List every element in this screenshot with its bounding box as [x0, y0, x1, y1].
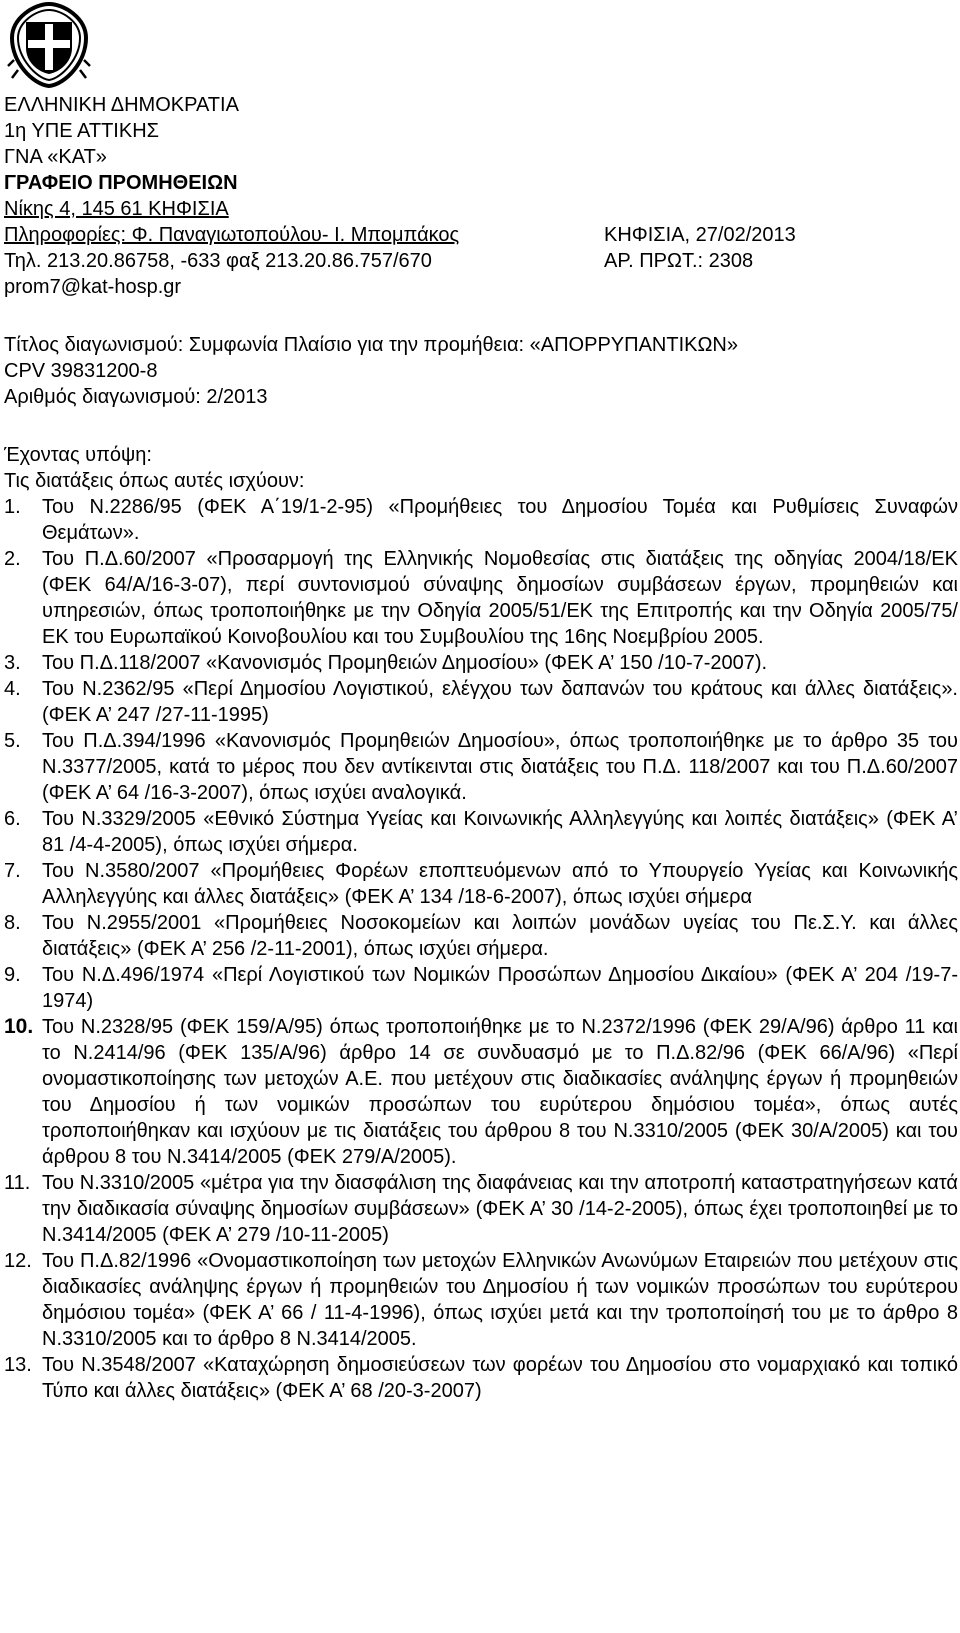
header-region: 1η ΥΠΕ ΑΤΤΙΚΗΣ	[4, 120, 160, 142]
item-text: Του Ν.3310/2005 «μέτρα για την διασφάλιση της διαφάνειας και την αποτροπή καταστρατηγήσεων κατά την διαδικασία σύναψης δημοσίων συμβάσεων» (ΦΕΚ Α’ 30 /14-2-2005), όπως έχει τροποποιηθεί με το Ν.3414/2005 (ΦΕΚ Α’ 279 /10-11-2005)	[42, 1172, 958, 1246]
list-item	[4, 806, 958, 858]
header-info: Πληροφορίες: Φ. Παναγιωτοπούλου- Ι. Μπομπάκος	[4, 224, 460, 246]
item-text: Του Ν.3580/2007 «Προμήθειες Φορέων εποπτευόμενων από το Υπουργείο Υγείας και Κοινωνικής Αλληλεγγύης και άλλες διατάξεις» (ΦΕΚ Α’ 134 /18-6-2007), όπως ισχύει σήμερα	[42, 860, 958, 908]
intro-subheading: Τις διατάξεις όπως αυτές ισχύουν:	[4, 470, 305, 492]
header-office: ΓΡΑΦΕΙΟ ΠΡΟΜΗΘΕΙΩΝ	[4, 172, 238, 194]
list-item	[4, 962, 958, 1014]
item-text: Του Ν.Δ.496/1974 «Περί Λογιστικού των Νομικών Προσώπων Δημοσίου Δικαίου» (ΦΕΚ Α’ 204 /19-7-1974)	[42, 964, 958, 1012]
item-number: 8.	[4, 912, 21, 934]
header-phone: Τηλ. 213.20.86758, -633 φαξ 213.20.86.757/670	[4, 250, 432, 272]
header-date: ΚΗΦΙΣΙΑ, 27/02/2013	[604, 224, 796, 246]
list-item	[4, 910, 958, 962]
item-text: Του Ν.2286/95 (ΦΕΚ Α΄19/1-2-95) «Προμήθειες του Δημοσίου Τομέα και Ρυθμίσεις Συναφών Θεμάτων».	[42, 496, 958, 544]
intro-heading: Έχοντας υπόψη:	[4, 444, 152, 466]
tender-cpv: CPV 39831200-8	[4, 360, 158, 382]
list-item	[4, 650, 958, 676]
item-number: 1.	[4, 496, 21, 518]
list-item	[4, 546, 958, 650]
greek-emblem-icon	[4, 0, 94, 90]
item-number: 10.	[4, 1015, 34, 1038]
list-item	[4, 1170, 958, 1248]
item-number: 2.	[4, 548, 21, 570]
item-text: Του Π.Δ.394/1996 «Κανονισμός Προμηθειών Δημοσίου», όπως τροποποιήθηκε με το άρθρο 35 του Ν.3377/2005, κατά το μέρος που δεν αντίκεινται στις διατάξεις του Π.Δ. 118/2007 και του Π.Δ.60/2007 (ΦΕΚ Α’ 64 /16-3-2007), όπως ισχύει αναλογικά.	[42, 730, 958, 804]
item-number: 13.	[4, 1354, 32, 1376]
legislation-list	[4, 494, 958, 1404]
item-text: Του Ν.2362/95 «Περί Δημοσίου Λογιστικού, ελέγχου των δαπανών του κράτους και άλλες διατάξεις». (ΦΕΚ Α’ 247 /27-11-1995)	[42, 678, 958, 726]
item-number: 11.	[4, 1172, 31, 1194]
item-number: 3.	[4, 652, 21, 674]
item-text: Του Ν.3548/2007 «Καταχώρηση δημοσιεύσεων των φορέων του Δημοσίου στο νομαρχιακό και τοπικό Τύπο και άλλες διατάξεις» (ΦΕΚ Α’ 68 /20-3-2007)	[42, 1354, 958, 1402]
header-hospital: ΓΝΑ «ΚΑΤ»	[4, 146, 107, 168]
tender-number: Αριθμός διαγωνισμού: 2/2013	[4, 386, 268, 408]
item-text: Του Π.Δ.60/2007 «Προσαρμογή της Ελληνικής Νομοθεσίας στις διατάξεις της οδηγίας 2004/18/ΕΚ (ΦΕΚ 64/Α/16-3-07), περί συντονισμού σύναψης δημοσίων συμβάσεων έργων, προμηθειών και υπηρεσιών, όπως τροποποιήθηκε με την Οδηγία 2005/51/ΕΚ της Επιτροπής και την Οδηγία 2005/75/ΕΚ του Ευρωπαϊκού Κοινοβουλίου και του Συμβουλίου της 16ης Νοεμβρίου 2005.	[42, 548, 958, 648]
header-protocol: ΑΡ. ΠΡΩΤ.: 2308	[604, 250, 754, 272]
list-item	[4, 858, 958, 910]
list-item	[4, 1248, 958, 1352]
item-text: Του Π.Δ.82/1996 «Ονομαστικοποίηση των μετοχών Ελληνικών Ανωνύμων Εταιρειών που μετέχουν στις διαδικασίες ανάληψης έργων ή προμηθειών του Δημοσίου ή των νομικών προσώπων του ευρύτερου δημόσιου τομέα» (ΦΕΚ Α’ 66 / 11-4-1996), όπως ισχύει μετά και την τροποποίησή του με το άρθρο 8 Ν.3310/2005 και το άρθρο 8 Ν.3414/2005.	[42, 1250, 958, 1350]
tender-title: Τίτλος διαγωνισμού: Συμφωνία Πλαίσιο για την προμήθεια: «ΑΠΟΡΡΥΠΑΝΤΙΚΩΝ»	[4, 334, 738, 356]
header-email[interactable]: prom7@kat-hosp.gr	[4, 276, 182, 298]
list-item	[4, 1014, 958, 1170]
list-item	[4, 494, 958, 546]
list-item	[4, 1352, 958, 1404]
item-number: 4.	[4, 678, 21, 700]
item-text: Του Π.Δ.118/2007 «Κανονισμός Προμηθειών Δημοσίου» (ΦΕΚ Α’ 150 /10-7-2007).	[42, 652, 768, 674]
item-number: 6.	[4, 808, 21, 830]
item-number: 7.	[4, 860, 21, 882]
list-item	[4, 728, 958, 806]
list-item	[4, 676, 958, 728]
header-address: Νίκης 4, 145 61 ΚΗΦΙΣΙΑ	[4, 198, 229, 220]
item-text: Του Ν.2328/95 (ΦΕΚ 159/Α/95) όπως τροποποιήθηκε με το Ν.2372/1996 (ΦΕΚ 29/Α/96) άρθρο 11 και το Ν.2414/96 (ΦΕΚ 135/Α/96) άρθρο 14 σε συνδυασμό με το Π.Δ.82/96 (ΦΕΚ 66/Α/96) «Περί ονομαστικοποίησης των μετοχών Α.Ε. που μετέχουν στις διαδικασίες ανάληψης έργων ή προμηθειών του Δημοσίου ή των νομικών προσώπων του ευρύτερου δημόσιου τομέα», όπως αυτές τροποποιήθηκαν και ισχύουν με τις διατάξεις του άρθρου 8 του Ν.3310/2005 (ΦΕΚ 30/Α/2005) και του άρθρου 8 του Ν.3414/2005 (ΦΕΚ 279/Α/2005).	[42, 1016, 958, 1168]
header-country: ΕΛΛΗΝΙΚΗ ΔΗΜΟΚΡΑΤΙΑ	[4, 94, 239, 116]
item-number: 5.	[4, 730, 21, 752]
item-text: Του Ν.2955/2001 «Προμήθειες Νοσοκομείων και λοιπών μονάδων υγείας του Πε.Σ.Υ. και άλλες διατάξεις» (ΦΕΚ Α’ 256 /2-11-2001), όπως ισχύει σήμερα.	[42, 912, 958, 960]
item-number: 9.	[4, 964, 21, 986]
item-number: 12.	[4, 1250, 32, 1272]
item-text: Του Ν.3329/2005 «Εθνικό Σύστημα Υγείας και Κοινωνικής Αλληλεγγύης και λοιπές διατάξεις» (ΦΕΚ Α’ 81 /4-4-2005), όπως ισχύει σήμερα.	[42, 808, 958, 856]
